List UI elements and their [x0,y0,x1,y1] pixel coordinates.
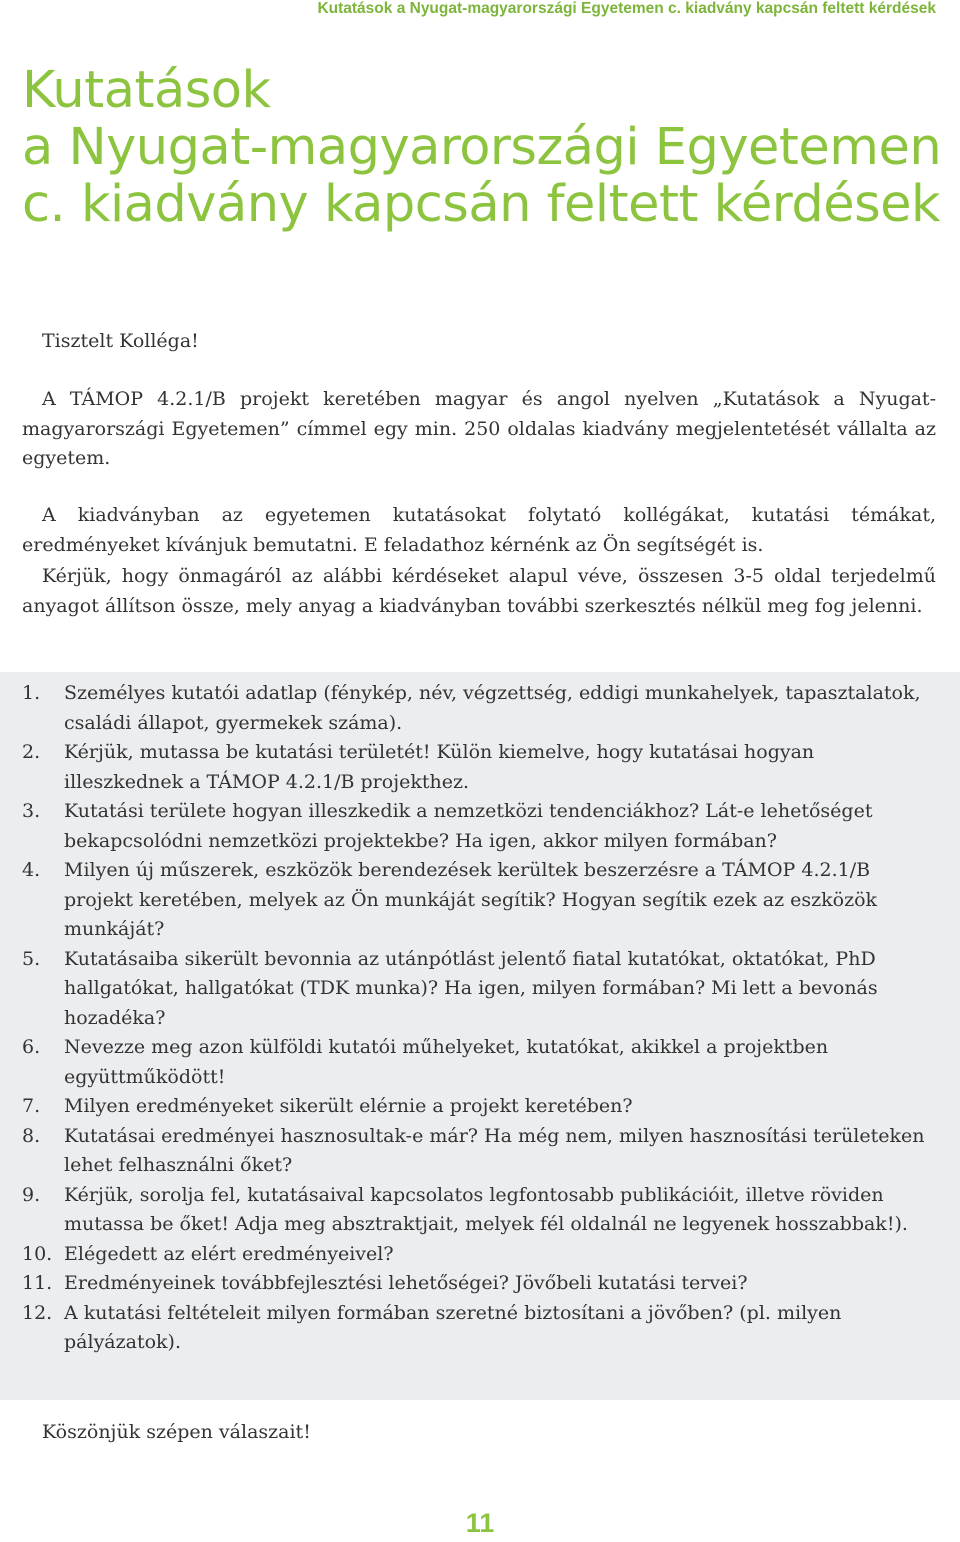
question-number: 3. [22,800,41,822]
intro-paragraph: A TÁMOP 4.2.1/B projekt keretében magyar és angol nyelven „Kutatások a Nyugat-magyarországi Egyetemen” címmel egy min. 250 oldalas kiadvány megjelentetését vállalta az egyetem. [22,388,936,469]
question-text: Kutatásai eredményei hasznosultak-e már? Ha még nem, milyen hasznosítási területeken lehet felhasználni őket? [64,1124,925,1176]
question-text: Személyes kutatói adatlap (fénykép, név, végzettség, eddigi munkahelyek, tapasztalatok, családi állapot, gyermekek száma). [64,682,921,734]
question-text: Milyen eredményeket sikerült elérnie a projekt keretében? [64,1095,633,1117]
question-number: 5. [22,947,41,970]
question-item [22,856,936,945]
question-item [22,1122,936,1181]
question-item [22,1181,936,1240]
question-number: 10. [22,1242,53,1265]
question-number: 11. [22,1272,53,1294]
question-item [22,797,936,856]
question-text: Kutatási területe hogyan illeszkedik a nemzetközi tendenciákhoz? Lát-e lehetőséget bekapcsolódni nemzetközi projektekbe? Ha igen, akkor milyen formában? [64,800,873,852]
question-item [22,1299,936,1358]
question-text: Kutatásaiba sikerült bevonnia az utánpótlást jelentő fiatal kutatókat, oktatókat, PhD hallgatókat, hallgatókat (TDK munka)? Ha igen, milyen formában? Mi lett a bevonás hozadéka? [64,947,878,1029]
question-item [22,1033,936,1092]
questions-list [0,672,960,1358]
question-text: Kérjük, sorolja fel, kutatásaival kapcsolatos legfontosabb publikációit, illetve röviden mutassa be őket! Adja meg absztraktjait, melyek fél oldalnál ne legyenek hosszabbak!). [64,1183,908,1235]
closing-text: Köszönjük szépen válaszait! [42,1421,311,1443]
question-number: 12. [22,1301,53,1324]
question-number: 1. [22,682,41,704]
question-number: 7. [22,1095,41,1117]
description-paragraph: A kiadványban az egyetemen kutatásokat folytató kollégákat, kutatási témákat, eredményeket kívánjuk bemutatni. E feladathoz kérnénk az Ön segítségét is. [22,504,936,556]
question-number: 4. [22,859,41,881]
question-number: 6. [22,1036,41,1058]
greeting: Tisztelt Kolléga! [42,330,199,352]
question-item [22,738,936,797]
page-number: 11 [465,1508,495,1538]
question-item [22,1269,936,1299]
title-line-1: Kutatások [22,61,271,120]
question-number: 2. [22,741,41,763]
question-item [22,1240,936,1270]
request-paragraph: Kérjük, hogy önmagáról az alábbi kérdéseket alapul véve, összesen 3-5 oldal terjedelmű anyagot állítson össze, mely anyag a kiadványban további szerkesztés nélkül meg fog jelenni. [22,565,936,617]
question-item [22,679,936,738]
running-header: Kutatások a Nyugat-magyarországi Egyetemen c. kiadvány kapcsán feltett kérdések [317,0,936,17]
title-line-2: a Nyugat-magyarországi Egyetemen [22,118,942,177]
questions-panel [0,672,960,1400]
question-number: 8. [22,1124,41,1147]
question-text: Milyen új műszerek, eszközök berendezések kerültek beszerzésre a TÁMOP 4.2.1/B projekt keretében, melyek az Ön munkáját segítik? Hogyan segítik ezek az eszközök munkáját? [64,859,878,940]
question-item [22,1092,936,1122]
question-text: Elégedett az elért eredményeivel? [64,1242,394,1265]
title-line-3: c. kiadvány kapcsán feltett kérdések [22,175,941,234]
question-text: Kérjük, mutassa be kutatási területét! Külön kiemelve, hogy kutatásai hogyan illeszkednek a TÁMOP 4.2.1/B projekthez. [64,741,815,793]
question-text: Eredményeinek továbbfejlesztési lehetőségei? Jövőbeli kutatási tervei? [64,1272,748,1294]
question-item [22,945,936,1034]
question-text: Nevezze meg azon külföldi kutatói műhelyeket, kutatókat, akikkel a projektben együttműködött! [64,1036,829,1088]
page-title [22,62,940,233]
question-text: A kutatási feltételeit milyen formában szeretné biztosítani a jövőben? (pl. milyen pályázatok). [64,1301,842,1353]
question-number: 9. [22,1183,41,1206]
